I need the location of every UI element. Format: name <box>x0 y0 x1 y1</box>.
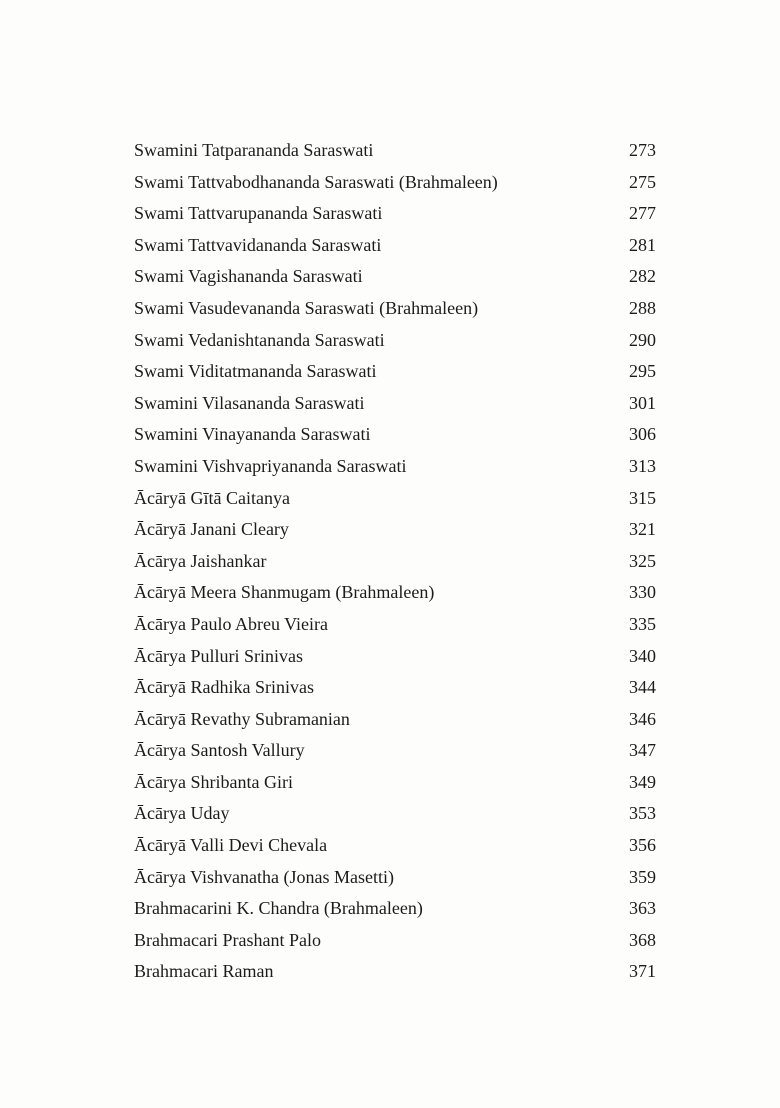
toc-entry-page: 288 <box>629 297 656 318</box>
toc-entry <box>134 167 656 199</box>
toc-entry-name: Ācārya Jaishankar <box>134 550 267 571</box>
toc-entry-page: 330 <box>629 582 656 603</box>
toc-entry-name: Ācārya Uday <box>134 803 230 824</box>
toc-entry-page: 335 <box>629 613 656 634</box>
toc-entry-name: Ācārya Pulluri Srinivas <box>134 645 303 666</box>
toc-entry <box>134 672 656 704</box>
toc-entry-name: Swamini Tatparananda Saraswati <box>134 140 374 160</box>
toc-entry-page: 290 <box>629 329 656 350</box>
toc-entry-page: 363 <box>629 898 656 919</box>
toc-entry <box>134 483 656 515</box>
toc-entry-name: Ācāryā Janani Cleary <box>134 519 289 540</box>
toc-entry-page: 368 <box>629 929 656 950</box>
toc-entry-name: Swami Vasudevananda Saraswati (Brahmaleen) <box>134 297 479 318</box>
toc-entry-name: Ācārya Santosh Vallury <box>134 740 305 761</box>
toc-entry <box>134 798 656 830</box>
toc-entry-name: Ācāryā Radhika Srinivas <box>134 677 314 698</box>
toc-entry <box>134 230 656 262</box>
toc-entry-page: 306 <box>629 424 656 445</box>
toc-entry-page: 340 <box>629 645 656 666</box>
toc-entry-name: Brahmacari Raman <box>134 961 274 982</box>
toc-entry-name: Swamini Vilasananda Saraswati <box>134 392 365 413</box>
toc-entry <box>134 388 656 420</box>
toc-entry-page: 344 <box>629 677 656 698</box>
toc-entry-name: Swami Tattvarupananda Saraswati <box>134 203 383 224</box>
toc-entry-page: 273 <box>629 140 656 160</box>
toc-entry <box>134 135 656 167</box>
toc-entry-page: 277 <box>629 203 656 224</box>
toc-entry-page: 371 <box>629 961 656 982</box>
toc-entry <box>134 830 656 862</box>
toc-entry-page: 281 <box>629 234 656 255</box>
toc-entry-page: 349 <box>629 771 656 792</box>
toc-entry <box>134 956 656 988</box>
toc-entry-name: Swami Viditatmananda Saraswati <box>134 361 377 382</box>
toc-entry-name: Ācāryā Gītā Caitanya <box>134 487 290 508</box>
table-of-contents <box>134 135 656 988</box>
toc-entry <box>134 198 656 230</box>
toc-entry-name: Swami Vedanishtananda Saraswati <box>134 329 385 350</box>
toc-entry-name: Brahmacarini K. Chandra (Brahmaleen) <box>134 898 423 919</box>
toc-entry-page: 325 <box>629 550 656 571</box>
toc-entry <box>134 925 656 957</box>
toc-entry-page: 359 <box>629 866 656 887</box>
toc-entry <box>134 325 656 357</box>
toc-entry-name: Ācāryā Meera Shanmugam (Brahmaleen) <box>134 582 435 603</box>
toc-entry-page: 301 <box>629 392 656 413</box>
toc-entry-page: 295 <box>629 361 656 382</box>
toc-entry <box>134 767 656 799</box>
toc-entry-page: 275 <box>629 171 656 192</box>
toc-entry-page: 347 <box>629 740 656 761</box>
toc-entry-name: Brahmacari Prashant Palo <box>134 929 321 950</box>
toc-entry <box>134 704 656 736</box>
toc-entry-name: Ācārya Vishvanatha (Jonas Masetti) <box>134 866 395 887</box>
toc-entry <box>134 735 656 767</box>
toc-entry <box>134 893 656 925</box>
toc-entry <box>134 577 656 609</box>
toc-entry-name: Swami Tattvabodhananda Saraswati (Brahmaleen) <box>134 171 498 192</box>
toc-entry <box>134 609 656 641</box>
toc-entry-name: Ācāryā Valli Devi Chevala <box>134 835 328 856</box>
toc-entry <box>134 862 656 894</box>
toc-entry-name: Ācāryā Revathy Subramanian <box>134 708 350 729</box>
toc-entry-name: Swamini Vishvapriyananda Saraswati <box>134 455 407 476</box>
toc-entry <box>134 451 656 483</box>
toc-entry-name: Swamini Vinayananda Saraswati <box>134 424 371 445</box>
toc-entry <box>134 419 656 451</box>
toc-entry <box>134 356 656 388</box>
toc-entry <box>134 261 656 293</box>
toc-entry-name: Swami Tattvavidananda Saraswati <box>134 234 382 255</box>
toc-entry-page: 315 <box>629 487 656 508</box>
toc-entry-name: Ācārya Paulo Abreu Vieira <box>134 613 329 634</box>
toc-entry-page: 282 <box>629 266 656 287</box>
toc-entry-page: 356 <box>629 835 656 856</box>
toc-entry-name: Ācārya Shribanta Giri <box>134 771 293 792</box>
toc-entry-page: 313 <box>629 455 656 476</box>
toc-entry-page: 346 <box>629 708 656 729</box>
toc-entry <box>134 514 656 546</box>
toc-entry-page: 353 <box>629 803 656 824</box>
toc-entry-name: Swami Vagishananda Saraswati <box>134 266 363 287</box>
toc-entry <box>134 546 656 578</box>
toc-entry-page: 321 <box>629 519 656 540</box>
toc-entry <box>134 641 656 673</box>
toc-entry <box>134 293 656 325</box>
